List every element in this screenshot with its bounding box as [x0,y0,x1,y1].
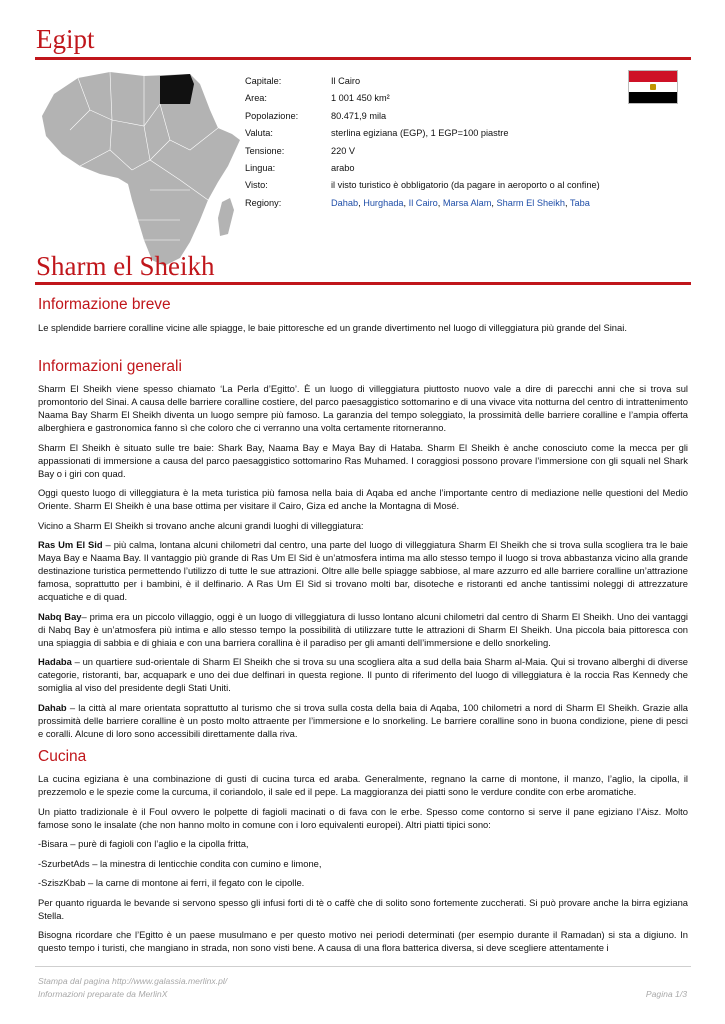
eagle-emblem-icon [650,84,656,90]
egypt-flag [628,70,678,104]
dish-item: -SziszKbab – la carne di montone ai ferri, il fegato con le cipolle. [38,877,305,888]
region-link-il-cairo[interactable]: Il Cairo [408,197,438,208]
info-label: Visto: [245,180,268,191]
info-row [245,160,661,177]
cuisine-paragraph-2: Un piatto tradizionale è il Foul ovvero le polpette di fagioli macinati o di fava con le erbe. Spesso come contorno si serve il pane egiziano l’Aisz. Molto famose sono le insalate (che non hanno molto in comune con i loro equivalenti europei). Altri piatti tipici sono: [38,805,688,830]
title-rule [35,57,691,60]
cuisine-text [38,772,688,961]
place-name: Dahab [38,701,67,713]
place-paragraph [38,655,688,694]
africa-map [40,70,245,270]
place-description: – la città al mare orientata soprattutto al turismo che si trova sulla costa della baia di Aqaba, 100 chilometri a nord di Sharm El Sheikh. Grazie alla prossimità delle barriere coralline è un posto molto attraente per l’immersione e lo snorkeling. Le barriere coralline sono in buona condizione, piene di pesci e coralli. Alcune di loro sono accessibili direttamente dalla riva. [38,701,688,739]
page-number: Pagina 1/3 [645,989,687,999]
country-title: Egipt [36,24,95,54]
info-value: sterlina egiziana (EGP), 1 EGP=100 piastre [331,128,509,139]
dish-item: -SzurbetAds – la minestra di lenticchie condita con cumino e limone, [38,857,322,869]
flag-stripe-red [629,71,677,82]
flag-stripe-black [629,92,677,103]
place-paragraph [38,701,688,740]
region-separator: , [437,197,443,208]
footer-rule [35,966,691,967]
info-value: arabo [331,163,355,174]
brief-paragraph: Le splendide barriere coralline vicine alle spiagge, le baie pittoresche ed un grande divertimento nel luogo di villeggiatura più grande del Sinai. [38,322,627,333]
info-value: 80.471,9 mila [331,110,387,121]
footer-credit: Informazioni preparate da MerlinX [38,989,168,999]
place-description: – prima era un piccolo villaggio, oggi è un luogo di villeggiatura di lusso lontano alcuni chilometri dal centro di Sharm El Sheikh. Uno dei vantaggi di Nabq Bay è un’atmosfera più intima e allo stesso tempo la possibilità di utilizzare tutte le attrazioni di Sharm El Sheikh. Una piccola baia pittoresca con una spiaggia di sabbia e di ghiaia e con una barriera corallina è il paradiso per gli amanti dell’immersione e dello snorkeling. [38,610,688,648]
info-label: Capitale: [245,76,282,86]
flag-stripe-white [629,82,677,93]
info-value: 1 001 450 km² [331,93,390,104]
dish-item: -Bisara – purè di fagioli con l’aglio e la cipolla fritta, [38,838,249,849]
region-link-marsa-alam[interactable]: Marsa Alam [442,197,492,208]
info-row [245,177,661,194]
egypt-highlight [160,74,194,104]
info-row [245,125,661,142]
general-paragraph-4: Vicino a Sharm El Sheikh si trovano anche alcuni grandi luoghi di villeggiatura: [38,519,364,531]
africa-landmass [42,72,240,266]
general-text [38,382,688,746]
regions-list [331,195,661,212]
info-label: Valuta: [245,128,273,139]
region-link-sharm-el-sheikh[interactable]: Sharm El Sheikh [496,197,565,208]
general-paragraph-3: Oggi questo luogo di villeggiatura è la meta turistica più famosa nella baia di Aqaba ed anche l’importante centro di mediazione nelle questioni del Medio Oriente. Sharm El Sheikh è una base ottima per visitare il Cairo, Giza ed anche la Montagna di Mosé. [38,487,688,511]
general-heading: Informazioni generali [38,358,182,375]
general-paragraph-2: Sharm El Sheikh è situato sulle tre baie: Shark Bay, Naama Bay e Maya Bay di Hataba. Sharm El Sheikh è anche conosciuto come la mecca per gli appassionati di immersione a causa del parco paesaggistico sottomarino Ras Muhamed. I coraggiosi possono provare l’immersione con gli squali nel Shark Bay o i giri con quad. [38,441,688,479]
info-row [245,108,661,125]
region-link-taba[interactable]: Taba [569,197,590,208]
info-label: Popolazione: [245,110,299,121]
cuisine-heading: Cucina [38,748,87,765]
info-label: Tensione: [245,145,285,156]
info-label: Lingua: [245,163,276,174]
region-separator: , [564,197,570,208]
place-name: Nabq Bay [38,610,82,622]
brief-heading: Informazione breve [38,296,171,313]
region-link-hurghada[interactable]: Hurghada [363,197,404,208]
info-row [245,73,661,90]
info-label: Area: [245,93,267,104]
place-description: – un quartiere sud-orientale di Sharm El Sheikh che si trova su una scogliera alta a sud della baia Sharm al-Maia. Qui si trovano alberghi di diverse categorie, ristoranti, bar, acquapark e uno dei due delfinari in questa regione. Il punto di riferimento del luogo di villeggiatura è la roccia Ras Kennedy che somiglia al viso del presidente degli Stati Uniti. [38,656,688,693]
city-title: Sharm el Sheikh [36,251,215,281]
general-paragraph-1: Sharm El Sheikh viene spesso chiamato ‘La Perla d’Egitto’. È un luogo di villeggiatura piuttosto nuovo vale a dire di parecchi anni che si trova sul promontorio del Sinai. A causa delle barriere coralline costiere, del parco paesaggistico sottomarino e di una vivace vita notturna del centro di intrattenimento Naama Bay Sharm El Sheikh diventa un luogo sempre più famoso. La garanzia del tempo soleggiato, la prossimità delle barriere coralline e l’ampia offerta alberghiera e gastronomica fanno sì che coloro che ci verranno una volta certamente ritorneranno. [38,383,688,433]
info-row [245,90,661,107]
info-table [245,73,661,212]
brief-text [38,321,688,341]
place-name: Hadaba [38,656,72,667]
region-separator: , [491,197,497,208]
city-title-rule [35,282,691,285]
info-value: Il Cairo [331,76,361,86]
region-link-dahab[interactable]: Dahab [331,197,359,208]
place-description: – più calma, lontana alcuni chilometri dal centro, una parte del luogo di villeggiatura Sharm El Sheikh che si trova sulla scogliera tra le baie Maya Bay e Naama Bay. Il vantaggio più grande di Ras Um El Sid è un’atmosfera intima ma allo stesso tempo il luogo si trova abbastanza vicino alla grande destinazione turistica permettendo l’utilizzo di tutte le sue attrazioni. Oltre alle belle spiagge sabbiose, al mare azzurro ed alle barriere coralline un’attrazione famosa, soprattutto per i bambini, è il delfinario. A Ras Um El Sid si trovano molti bar, disoteche e ristoranti ed anche tantissimi noleggi di attrezzature acquatiche e di quad. [38,539,688,602]
info-row [245,143,661,160]
cuisine-paragraph-1: La cucina egiziana è una combinazione di gusti di cucina turca ed araba. Generalmente, regnano la carne di montone, il manzo, l’aglio, la cipolla, il prezzemolo e le spezie come la curcuma, il coriandolo, il sale ed il pepe. La maggioranza dei piatti sono le verdure condite con erbe aromatiche. [38,773,688,797]
place-paragraph [38,538,688,603]
cuisine-paragraph-4: Bisogna ricordare che l’Egitto è un paese musulmano e per questo motivo nei periodi determinati (per esempio durante il Ramadan) si sta a digiuno. In questo tempo i turisti, che mangiano in strada, non sono visti bene. A causa di una flora batterica diversa, si deve scegliere attentamente i [38,929,688,953]
info-label: Regiony: [245,197,282,208]
info-value: 220 V [331,145,356,156]
footer-source: Stampa dal pagina http://www.galassia.merlinx.pl/ [38,976,228,986]
info-row-regions [245,195,661,212]
region-separator: , [403,197,409,208]
cuisine-paragraph-3: Per quanto riguarda le bevande si servono spesso gli infusi forti di tè o caffè che di solito sono fortemente zuccherati. Si può provare anche la birra egiziana Stella. [38,896,688,921]
place-paragraph [38,610,688,649]
madagascar [218,198,234,236]
info-value: il visto turistico è obbligatorio (da pagare in aeroporto o al confine) [331,180,600,191]
place-name: Ras Um El Sid [38,539,103,550]
region-separator: , [358,197,364,208]
